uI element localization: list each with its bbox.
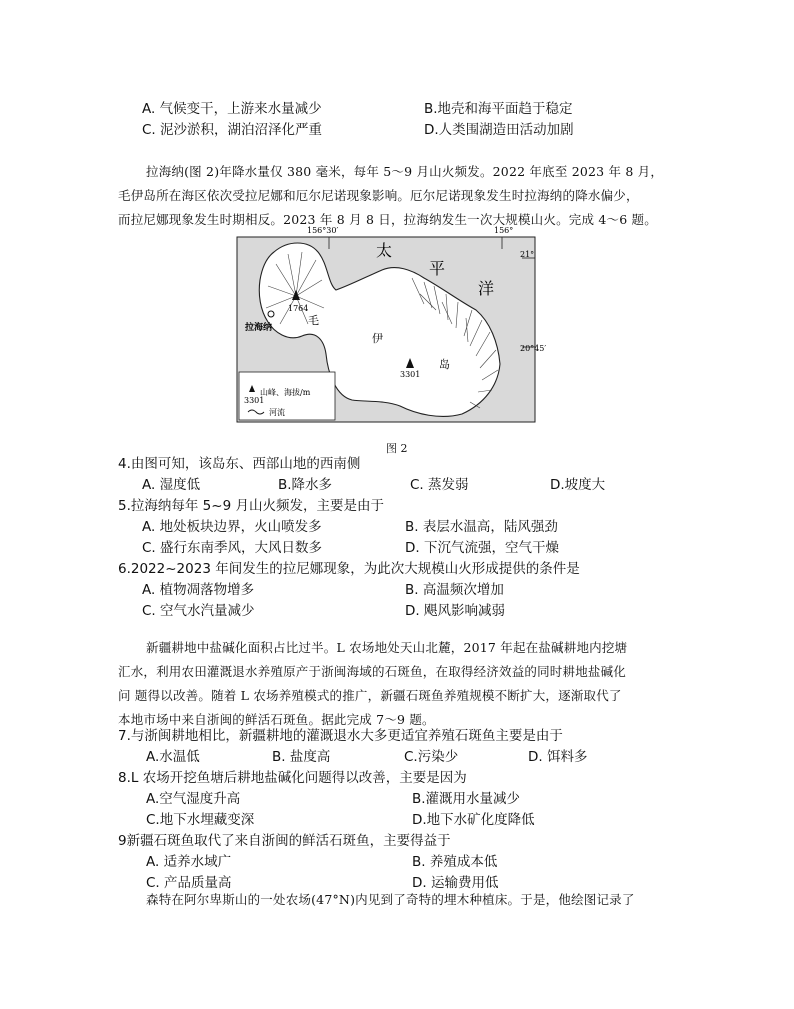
q5-option-a: A. 地处板块边界，火山喷发多 [142, 519, 322, 535]
q5-option-d: D. 下沉气流强，空气干燥 [405, 540, 559, 556]
q4-option-c: C. 蒸发弱 [410, 477, 469, 493]
q4-option-a: A. 湿度低 [142, 477, 201, 493]
peak-east-label: 3301 [400, 370, 421, 379]
island-label-char: 伊 [372, 332, 383, 345]
q5-option-b: B. 表层水温高，陆风强劲 [405, 519, 558, 535]
passage2-line: 新疆耕地中盐碱化面积占比过半。L 农场地处天山北麓，2017 年起在盐碱耕地内挖塘 [146, 640, 628, 655]
passage2-line: 问 题得以改善。随着 L 农场养殖模式的推广，新疆石斑鱼养殖规模不断扩大，逐渐取代了 [118, 688, 622, 703]
q6-option-d: D. 飓风影响减弱 [405, 603, 505, 619]
ocean-label-char: 太 [376, 241, 393, 260]
q8-option-b: B.灌溉用水量减少 [412, 791, 521, 807]
q4-option-b: B.降水多 [278, 477, 333, 493]
legend-peak-label: 山峰、海拔/m [260, 388, 311, 397]
peak-west-label: 1764 [288, 304, 309, 313]
passage1-line: 毛伊岛所在海区依次受拉尼娜和厄尔尼诺现象影响。厄尔尼诺现象发生时拉海纳的降水偏少， [118, 188, 639, 203]
q4-stem: 4.由图可知，该岛东、西部山地的西南侧 [118, 456, 361, 472]
q6-option-c: C. 空气水汽量减少 [142, 603, 255, 619]
island-label-char: 毛 [308, 314, 319, 327]
lat-label-top: 21° [520, 250, 535, 259]
passage1-line: 拉海纳(图 2)年降水量仅 380 毫米，每年 5～9 月山火频发。2022 年底至 2023 年 8 月， [146, 164, 664, 179]
q7-option-c: C.污染少 [404, 749, 459, 765]
q7-option-b: B. 盐度高 [272, 749, 331, 765]
passage2-line: 本地市场中来自浙闽的鲜活石斑鱼。据此完成 7～9 题。 [118, 712, 435, 727]
q5-option-c: C. 盛行东南季风，大风日数多 [142, 540, 323, 556]
q3-option-c: C. 泥沙淤积，湖泊沼泽化严重 [142, 122, 323, 138]
q9-option-b: B. 养殖成本低 [412, 854, 498, 870]
q9-option-c: C. 产品质量高 [146, 875, 232, 891]
q4-option-d: D.坡度大 [550, 477, 606, 493]
q9-option-d: D. 运输费用低 [412, 875, 499, 891]
lat-label-bottom: 20°45′ [520, 344, 547, 353]
q8-stem: 8.L 农场开挖鱼塘后耕地盐碱化问题得以改善，主要是因为 [118, 770, 467, 786]
q8-option-c: C.地下水埋藏变深 [146, 812, 255, 828]
maui-map-figure [236, 224, 547, 434]
q8-option-d: D.地下水矿化度降低 [412, 812, 535, 828]
passage3-line: 森特在阿尔卑斯山的一处农场(47°N)内见到了奇特的埋木种植床。于是，他绘图记录了 [146, 892, 635, 907]
island-label-char: 岛 [439, 358, 450, 371]
q7-option-d: D. 饵料多 [528, 749, 588, 765]
q3-option-a: A. 气候变干，上游来水量减少 [142, 101, 322, 117]
q9-stem: 9新疆石斑鱼取代了来自浙闽的鲜活石斑鱼，主要得益于 [118, 833, 451, 849]
q5-stem: 5.拉海纳每年 5~9 月山火频发，主要是由于 [118, 498, 384, 514]
lon-label-left: 156°30′ [307, 226, 339, 235]
ocean-label-char: 平 [429, 259, 446, 278]
legend-peak-value: 3301 [244, 396, 265, 405]
q9-option-a: A. 适养水域广 [146, 854, 232, 870]
q3-option-d: D.人类围湖造田活动加剧 [424, 122, 574, 138]
q7-stem: 7.与浙闽耕地相比，新疆耕地的灌溉退水大多更适宜养殖石斑鱼主要是由于 [118, 728, 563, 744]
lahaina-label: 拉海纳 [245, 323, 273, 333]
figure-caption: 图 2 [386, 442, 408, 455]
q7-option-a: A.水温低 [146, 749, 200, 765]
ocean-label-char: 洋 [478, 279, 495, 298]
passage2-line: 汇水，利用农田灌溉退水养殖原产于浙闽海域的石斑鱼，在取得经济效益的同时耕地盐碱化 [118, 664, 627, 679]
lon-label-right: 156° [494, 226, 514, 235]
q3-option-b: B.地壳和海平面趋于稳定 [424, 101, 573, 117]
passage1-line: 而拉尼娜现象发生时期相反。2023 年 8 月 8 日，拉海纳发生一次大规模山火。完成 4～6 题。 [118, 212, 657, 227]
legend-river-label: 河流 [269, 408, 285, 417]
lahaina-marker [268, 311, 274, 317]
q8-option-a: A.空气湿度升高 [146, 791, 241, 807]
q6-option-b: B. 高温频次增加 [405, 582, 504, 598]
q6-stem: 6.2022~2023 年间发生的拉尼娜现象，为此次大规模山火形成提供的条件是 [118, 561, 580, 577]
q6-option-a: A. 植物凋落物增多 [142, 582, 255, 598]
